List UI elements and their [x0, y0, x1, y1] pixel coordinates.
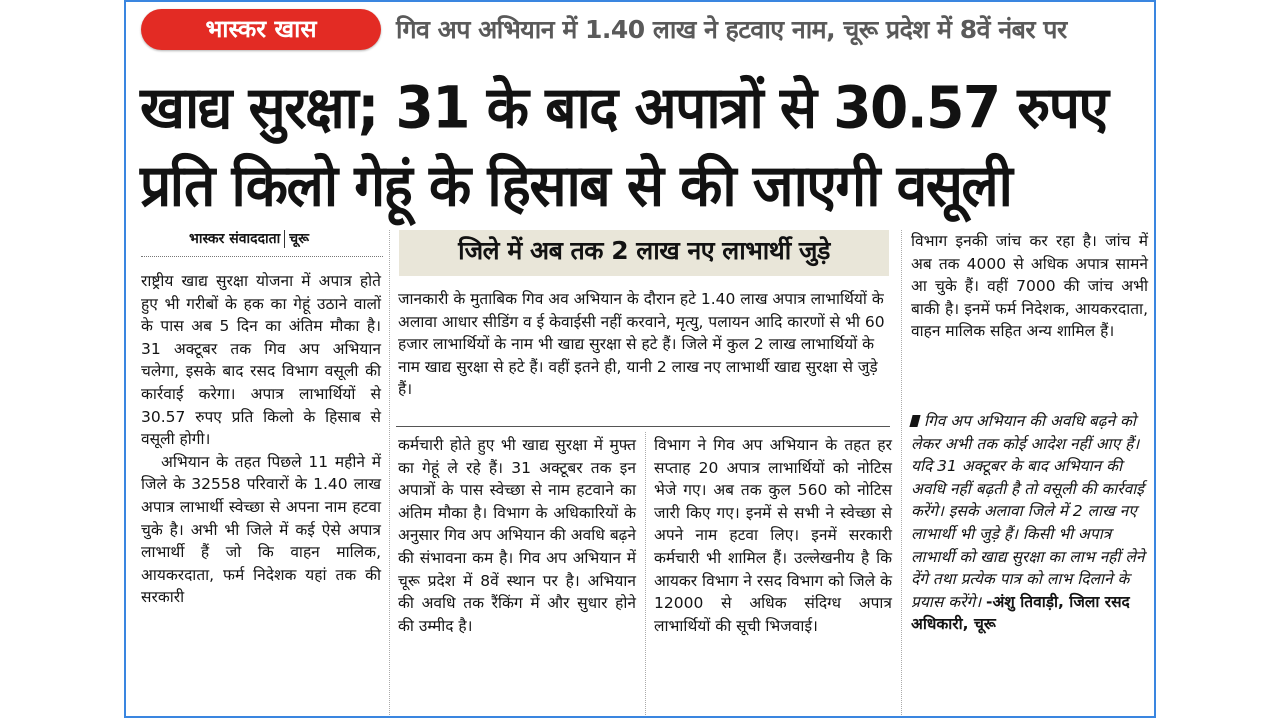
article-column-4: [911, 230, 1148, 343]
quote-attribution: -अंशु तिवाड़ी, जिला रसद अधिकारी, चूरू: [911, 592, 1130, 634]
column-2-paragraph-1: कर्मचारी होते हुए भी खाद्य सुरक्षा में मुफ्त का गेहूं ले रहे हैं। 31 अक्टूबर तक इन अपात्रों के पास स्वेच्छा से नाम हटवाने का अंतिम मौका है। विभाग के अधिकारियों के अनुसार गिव अप अभियान की अवधि बढ़ने की संभावना कम है। गिव अप अभियान में चूरू प्रदेश में 8वें स्थान पर है। अभियान की अवधि तक रैंकिंग में और सुधार होने की उम्मीद है।: [398, 436, 636, 635]
reporter: भास्कर संवाददाता: [189, 231, 281, 247]
main-headline: [140, 70, 1145, 225]
subhead-body: जानकारी के मुताबिक गिव अव अभियान के दौरान हटे 1.40 लाख अपात्र लाभार्थियों के अलावा आधार सीडिंग व ई केवाईसी नहीं करवाने, मृत्यु, पलायन आदि कारणों से भी 60 हजार लाभार्थियों के नाम भी खाद्य सुरक्षा से हटे हैं। जिले में कुल 2 लाख लाभार्थियों के नाम खाद्य सुरक्षा से हटे हैं। वहीं इतने ही, यानी 2 लाख नए लाभार्थी खाद्य सुरक्षा से जुड़े हैं।: [398, 290, 885, 398]
headline-line-2: प्रति किलो गेहूं के हिसाब से की जाएगी वसूली: [140, 151, 1012, 220]
byline-rule: [141, 256, 383, 257]
quote-bullet-icon: [909, 415, 920, 427]
section-rule: [396, 426, 890, 427]
column-1-paragraph-1: राष्ट्रीय खाद्य सुरक्षा योजना में अपात्र होते हुए भी गरीबों के हक का गेहूं उठाने वालों के पास अब 5 दिन का अंतिम मौका है। 31 अक्टूबर तक गिव अप अभियान चलेगा, इसके बाद रसद विभाग वसूली की कार्रवाई करेगा। अपात्र लाभार्थियों से 30.57 रुपए प्रति किलो के हिसाब से वसूली होगी।: [141, 272, 381, 449]
column-4-paragraph-1: विभाग इनकी जांच कर रहा है। जांच में अब तक 4000 से अधिक अपात्र सामने आ चुके हैं। वहीं 7000 की जांच अभी बाकी है। इनमें फर्म निदेशक, आयकरदाता, वाहन मालिक सहित अन्य शामिल हैं।: [911, 232, 1148, 341]
column-1-paragraph-2: अभियान के तहत पिछले 11 महीने में जिले के 32558 परिवारों के 1.40 लाख अपात्र लाभार्थी स्वेच्छा से अपना नाम हटवा चुके है। अभी भी जिले में कई ऐसे अपात्र लाभार्थी हैं जो कि वाहन मालिक, आयकरदाता, फर्म निदेशक यहां तक की सरकारी: [141, 452, 381, 607]
article-column-3: [654, 434, 892, 637]
kicker-headline: गिव अप अभियान में 1.40 लाख ने हटवाए नाम, चूरू प्रदेश में 8वें नंबर पर: [396, 15, 1067, 44]
section-badge: भास्कर खास: [141, 9, 381, 50]
headline-line-1: खाद्य सुरक्षा; 31 के बाद अपात्रों से 30.57 रुपए: [140, 74, 1108, 142]
byline: [189, 229, 309, 248]
subhead-box: जिले में अब तक 2 लाख नए लाभार्थी जुड़े: [399, 230, 889, 276]
quote-text: गिव अप अभियान की अवधि बढ़ने को लेकर अभी तक कोई आदेश नहीं आए हैं। यदि 31 अक्टूबर के बाद अभियान की अवधि नहीं बढ़ती है तो वसूली की कार्रवाई करेंगे। इसके अलावा जिले में 2 लाख नए लाभार्थी भी जुड़े हैं। किसी भी अपात्र लाभार्थी को खाद्य सुरक्षा का लाभ नहीं लेने देंगे तथा प्रत्येक पात्र को लाभ दिलाने के प्रयास करेंगे।: [911, 412, 1145, 611]
dateline-place: चूरू: [289, 231, 310, 247]
byline-divider: [284, 230, 285, 248]
column-3-paragraph-1: विभाग ने गिव अप अभियान के तहत हर सप्ताह 20 अपात्र लाभार्थियों को नोटिस भेजे गए। अब तक कुल 560 को नोटिस जारी किए गए। इनमें से सभी ने स्वेच्छा से अपने नाम हटवा लिए। इनमें सरकारी कर्मचारी भी शामिल हैं। उल्लेखनीय है कि आयकर विभाग ने रसद विभाग को जिले के 12000 से अधिक संदिग्ध अपात्र लाभार्थियों की सूची भिजवाई।: [654, 436, 892, 635]
article-column-2: [398, 434, 636, 637]
column-divider: [389, 230, 390, 715]
article-column-1: [141, 270, 381, 609]
official-quote: [911, 410, 1148, 636]
column-divider: [645, 432, 646, 715]
column-divider: [901, 230, 902, 715]
